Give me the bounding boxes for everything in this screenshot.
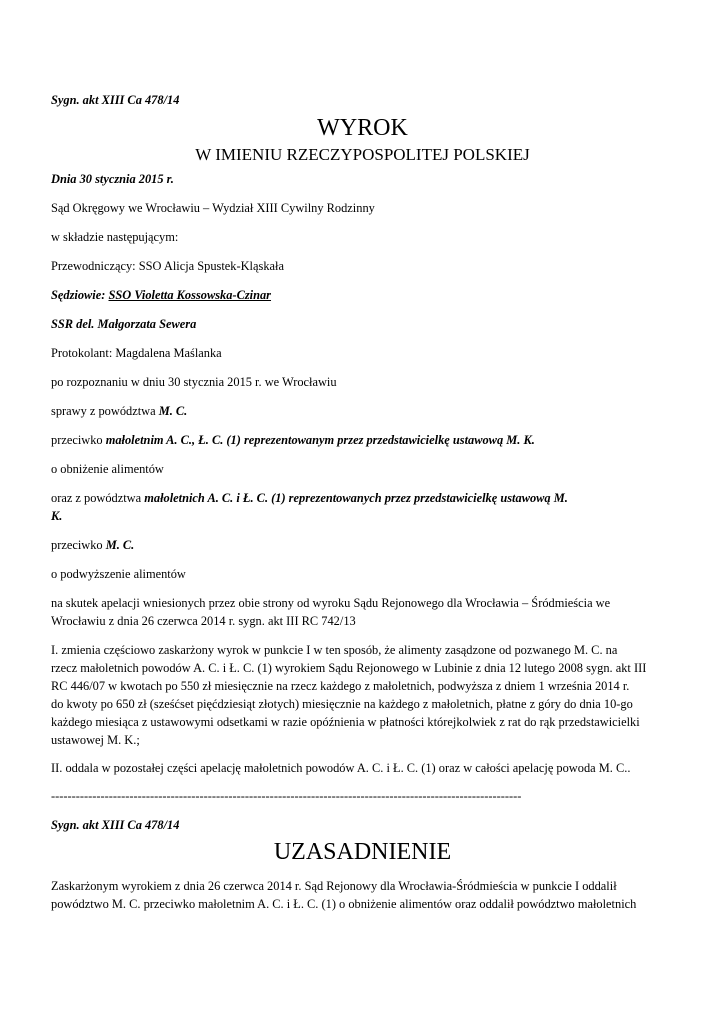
subject-1: o obniżenie alimentów <box>51 462 164 476</box>
against-1-prefix: przeciwko <box>51 433 106 447</box>
verdict-point-1-line-5: każdego miesiąca z ustawowymi odsetkami w razie opóźnienia w płatności którejkolwiek z rat do rąk przedstawicielki <box>51 715 640 729</box>
appeal-line-2: Wrocławiu z dnia 26 czerwca 2014 r. sygn. akt III RC 742/13 <box>51 614 356 628</box>
against-1 <box>51 432 677 449</box>
verdict-point-1-line-3: RC 446/07 w kwotach po 550 zł miesięcznie na rzecz każdego z małoletnich, podwyższa z dniem 1 września 2014 r. <box>51 679 630 693</box>
court-name: Sąd Okręgowy we Wrocławiu – Wydział XIII Cywilny Rodzinny <box>51 201 375 215</box>
judgment-date: Dnia 30 stycznia 2015 r. <box>51 172 174 186</box>
verdict-point-1-line-2: rzecz małoletnich powodów A. C. i Ł. C. (1) wyrokiem Sądu Rejonowego w Lubinie z dnia 12 lutego 2008 sygn. akt III <box>51 661 647 675</box>
claim-1-party: M. C. <box>158 404 188 418</box>
document-title: WYROK <box>317 115 408 141</box>
claim-2 <box>51 490 677 507</box>
justification-signature: Sygn. akt XIII Ca 478/14 <box>51 818 180 832</box>
judges-label: Sędziowie: <box>51 288 106 302</box>
verdict-point-1-line-1: I. zmienia częściowo zaskarżony wyrok w punkcie I w ten sposób, że alimenty zasądzone od pozwanego M. C. na <box>51 643 618 657</box>
case-signature: Sygn. akt XIII Ca 478/14 <box>51 93 180 107</box>
claim-2-prefix: oraz z powództwa <box>51 491 145 505</box>
verdict-point-1-line-4: do kwoty po 650 zł (sześćset pięćdziesiąt złotych) miesięcznie na każdego z małoletnich, płatne z góry do dnia 10-go <box>51 697 633 711</box>
subject-2: o podwyższenie alimentów <box>51 567 186 581</box>
claim-2-party-cont: K. <box>51 509 63 523</box>
claim-1 <box>51 403 677 420</box>
document-subtitle: W IMIENIU RZECZYPOSPOLITEJ POLSKIEJ <box>195 145 530 164</box>
judge-2: SSR del. Małgorzata Sewera <box>51 317 197 331</box>
claim-1-prefix: sprawy z powództwa <box>51 404 159 418</box>
hearing-info: po rozpoznaniu w dniu 30 stycznia 2015 r. we Wrocławiu <box>51 375 337 389</box>
composition-label: w składzie następującym: <box>51 230 179 244</box>
justification-title: UZASADNIENIE <box>273 839 452 865</box>
separator-line: ------------------------------------------------------------------------------------------------------------------ <box>51 789 522 803</box>
against-2-prefix: przeciwko <box>51 538 106 552</box>
appeal-line-1: na skutek apelacji wniesionych przez obie strony od wyroku Sądu Rejonowego dla Wrocławia – Śródmieścia we <box>51 596 611 610</box>
against-1-party: małoletnim A. C., Ł. C. (1) reprezentowanym przez przedstawicielkę ustawową M. K. <box>105 433 535 447</box>
against-2 <box>51 537 677 554</box>
clerk: Protokolant: Magdalena Maślanka <box>51 346 222 360</box>
against-2-party: M. C. <box>105 538 135 552</box>
verdict-point-1-line-6: ustawowej M. K.; <box>51 733 140 747</box>
verdict-point-2: II. oddala w pozostałej części apelację małoletnich powodów A. C. i Ł. C. (1) oraz w całości apelację powoda M. C.. <box>51 761 631 775</box>
justification-line-2: powództwo M. C. przeciwko małoletnim A. C. i Ł. C. (1) o obniżenie alimentów oraz oddalił powództwo małoletnich <box>51 897 637 911</box>
presiding-judge: Przewodniczący: SSO Alicja Spustek-Kląskała <box>51 259 284 273</box>
judges-line <box>51 287 677 304</box>
justification-line-1: Zaskarżonym wyrokiem z dnia 26 czerwca 2014 r. Sąd Rejonowy dla Wrocławia-Śródmieścia w punkcie I oddalił <box>51 879 617 893</box>
judge-1: SSO Violetta Kossowska-Czinar <box>108 288 272 302</box>
claim-2-party: małoletnich A. C. i Ł. C. (1) reprezentowanych przez przedstawicielkę ustawową M. <box>144 491 568 505</box>
